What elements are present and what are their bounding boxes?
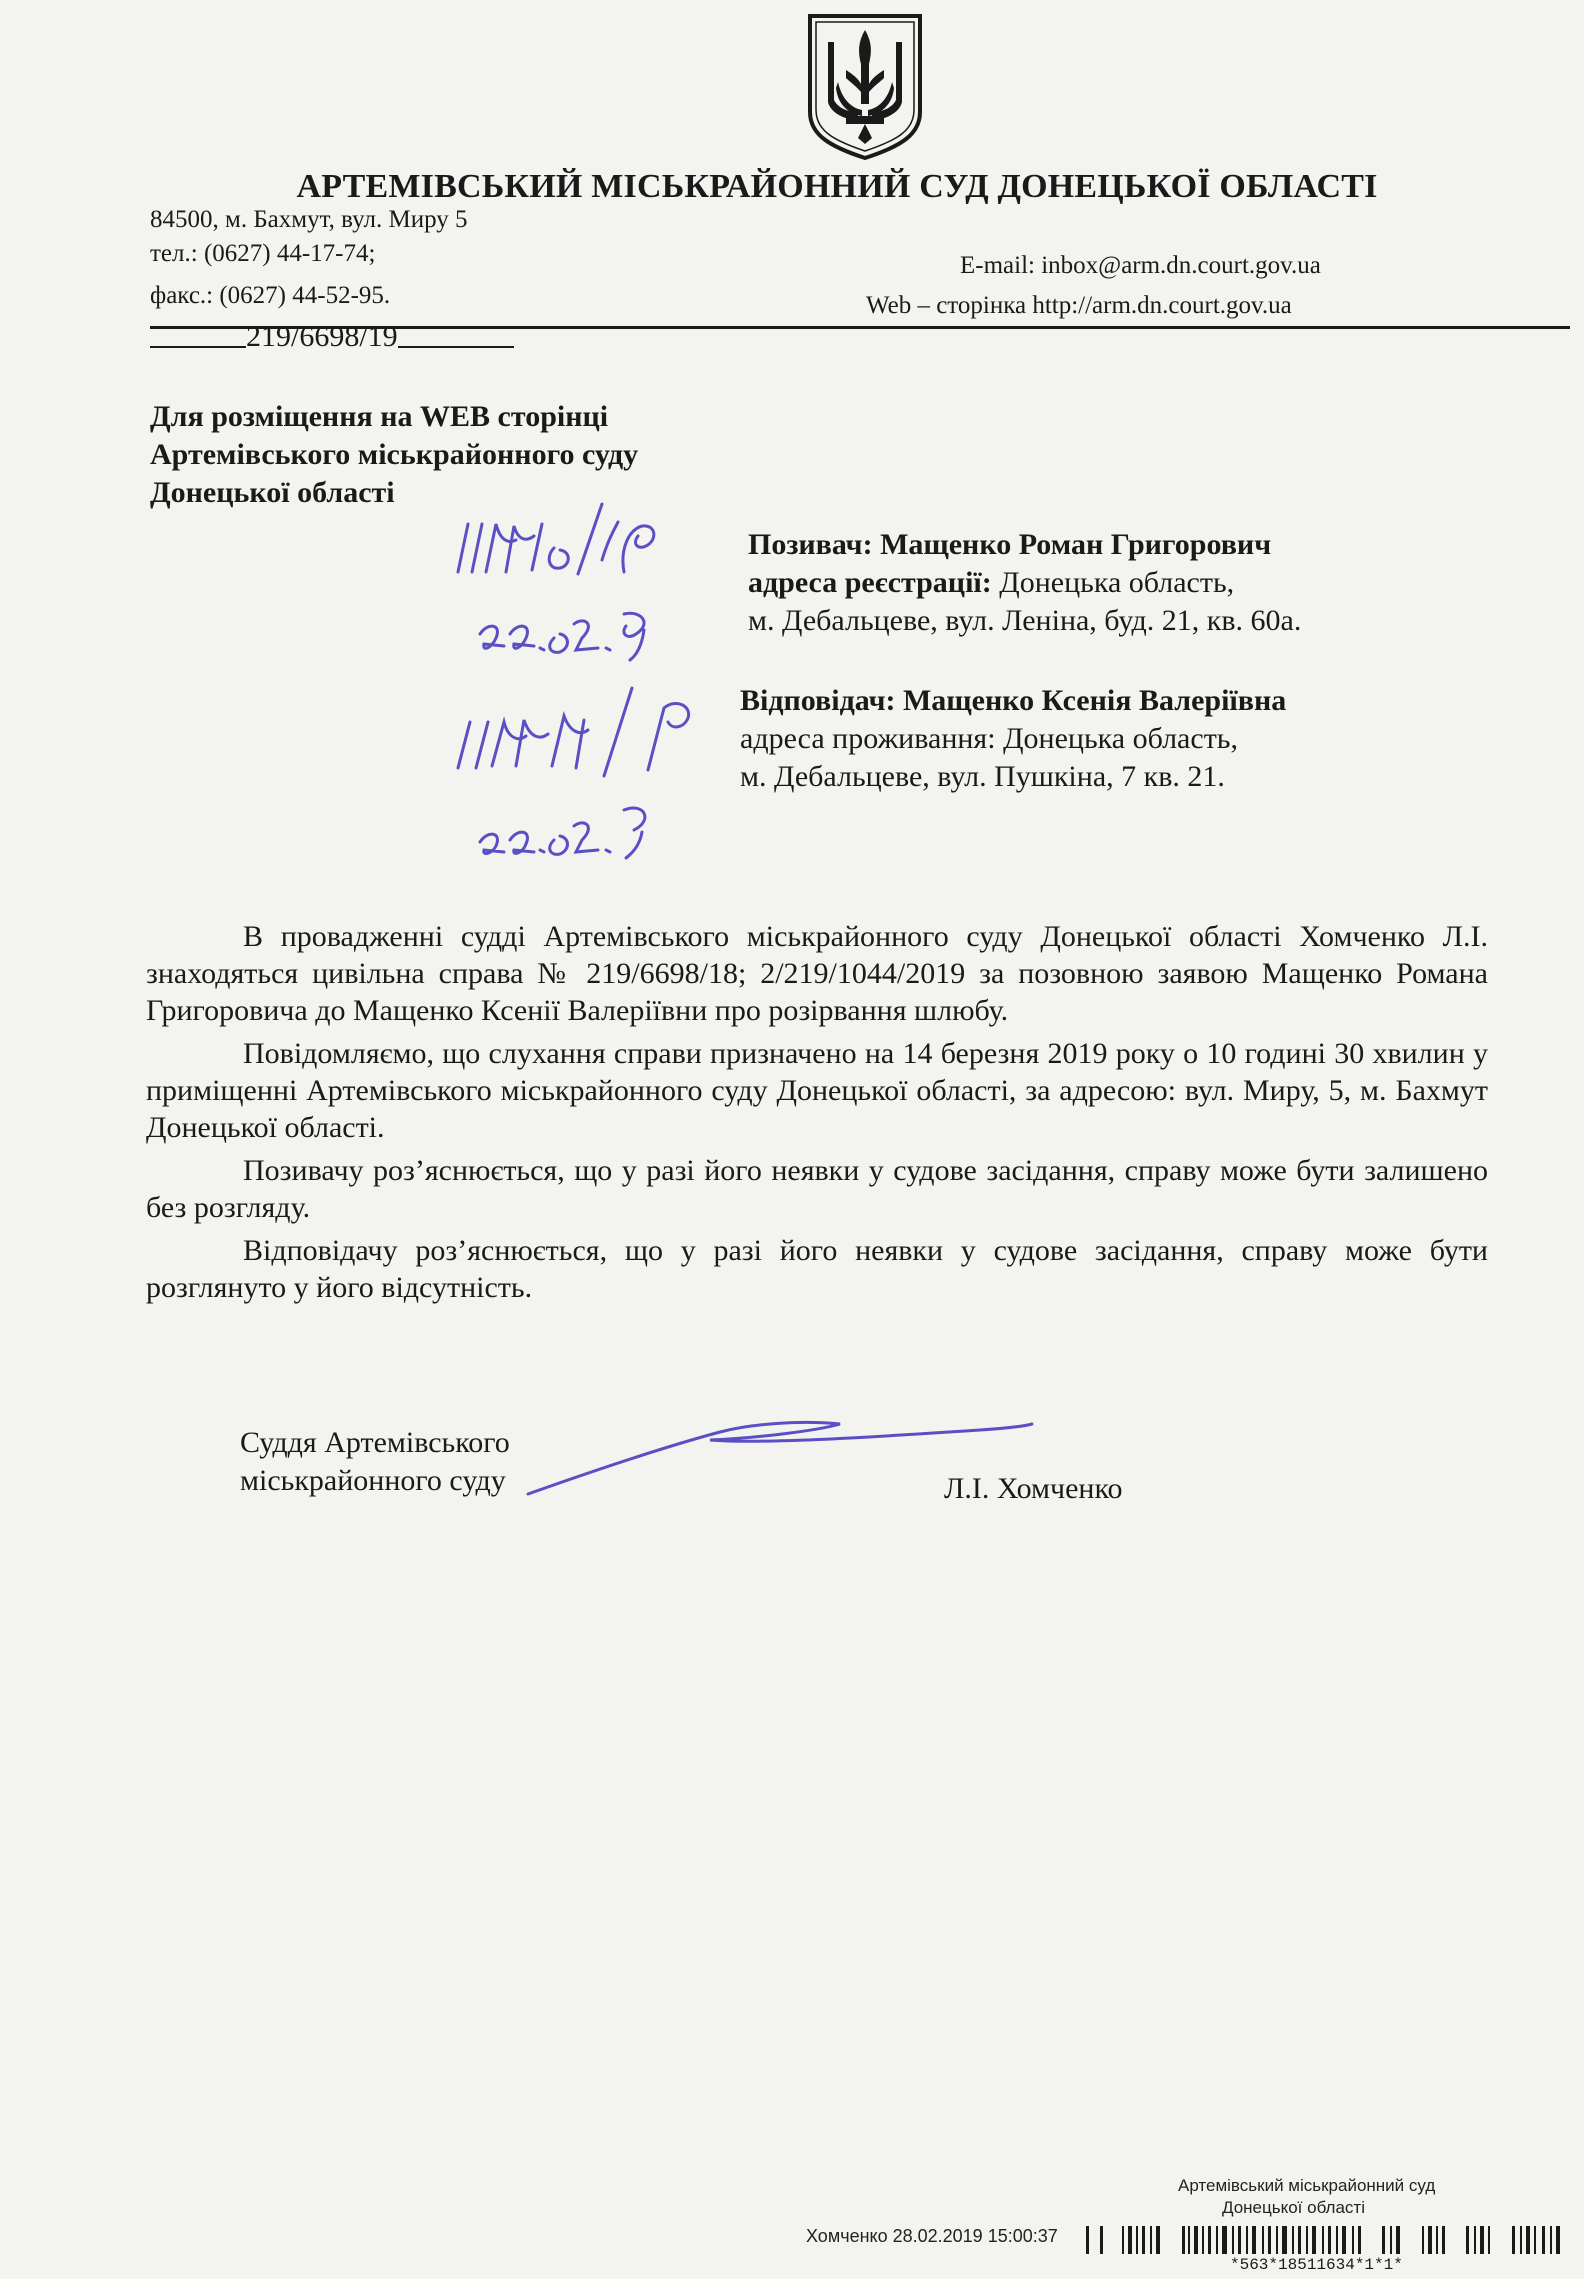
notice-body [146,918,1488,1312]
plaintiff-block [748,526,1301,640]
plaintiff-address-label: адреса реєстрації: [748,566,992,599]
body-paragraph-1: В провадженні судді Артемівського міськрайонного суду Донецької області Хомченко Л.І. знаходяться цивільна справа № 219/6698/18; 2/219/1044/2019 за позовною заявою Мащенко Романа Григоровича до Мащенко Ксенії Валеріївни про розірвання шлюбу. [146,920,1488,1027]
handwritten-note-4 [474,792,674,862]
defendant-address-line-2: м. Дебальцеве, вул. Пушкіна, 7 кв. 21. [740,760,1225,793]
body-paragraph-3: Позивачу роз’яснюється, що у разі його неявки у судове засідання, справу може бути залишено без розгляду. [146,1154,1488,1224]
court-website: Web – сторінка http://arm.dn.court.gov.ua [866,292,1292,319]
stamp-court-name: Артемівський міськрайонний суд [1178,2176,1436,2195]
defendant-label: Відповідач: [740,684,896,717]
court-address: 84500, м. Бахмут, вул. Миру 5 [150,206,468,233]
defendant-block [740,682,1286,796]
court-email: E-mail: inbox@arm.dn.court.gov.ua [960,252,1321,279]
handwritten-note-3 [452,680,722,780]
court-fax: факс.: (0627) 44-52-95. [150,282,391,309]
outgoing-number: 219/6698/19 [246,320,398,353]
registration-stamp: Хомченко 28.02.2019 15:00:37 [806,2226,1058,2246]
coat-of-arms-icon [806,12,924,162]
outgoing-number-field [150,320,514,354]
plaintiff-address-line-1: Донецька область, [999,566,1235,599]
recipient-line-2: Артемівського міськрайонного суду [150,438,639,471]
body-paragraph-2: Повідомляємо, що слухання справи призначено на 14 березня 2019 року о 10 годині 30 хвилин у приміщенні Артемівського міськрайонного суду Донецької області, за адресою: вул. Миру, 5, м. Бахмут Донецької області. [146,1037,1488,1144]
recipient-block [150,398,638,512]
signatory-title-line-1: Суддя Артемівського [240,1426,510,1459]
signatory-title [240,1424,510,1500]
recipient-line-3: Донецької області [150,476,395,509]
signatory-name: Л.І. Хомченко [944,1472,1123,1505]
handwritten-note-2 [474,594,674,664]
court-phone: тел.: (0627) 44-17-74; [150,240,376,267]
handwritten-note-1 [452,500,692,580]
recipient-line-1: Для розміщення на WEB сторінці [150,400,609,433]
defendant-name: Мащенко Ксенія Валеріївна [902,684,1287,717]
barcode-icon [1086,2222,1566,2256]
barcode-number: *563*18511634*1*1* [1230,2256,1403,2274]
plaintiff-address-line-2: м. Дебальцеве, вул. Леніна, буд. 21, кв. 60а. [748,604,1302,637]
court-name: АРТЕМІВСЬКИЙ МІСЬКРАЙОННИЙ СУД ДОНЕЦЬКОЇ ОБЛАСТІ [296,168,1378,205]
plaintiff-name: Мащенко Роман Григорович [880,528,1272,561]
defendant-address-line-1: Донецька область, [1003,722,1238,755]
defendant-address-label: адреса проживання: [740,722,996,755]
stamp-region: Донецької області [1222,2198,1365,2217]
body-paragraph-4: Відповідачу роз’яснюється, що у разі його неявки у судове засідання, справу може бути розглянуто у його відсутність. [146,1234,1488,1304]
signatory-title-line-2: міськрайонного суду [240,1464,506,1497]
plaintiff-label: Позивач: [748,528,873,561]
